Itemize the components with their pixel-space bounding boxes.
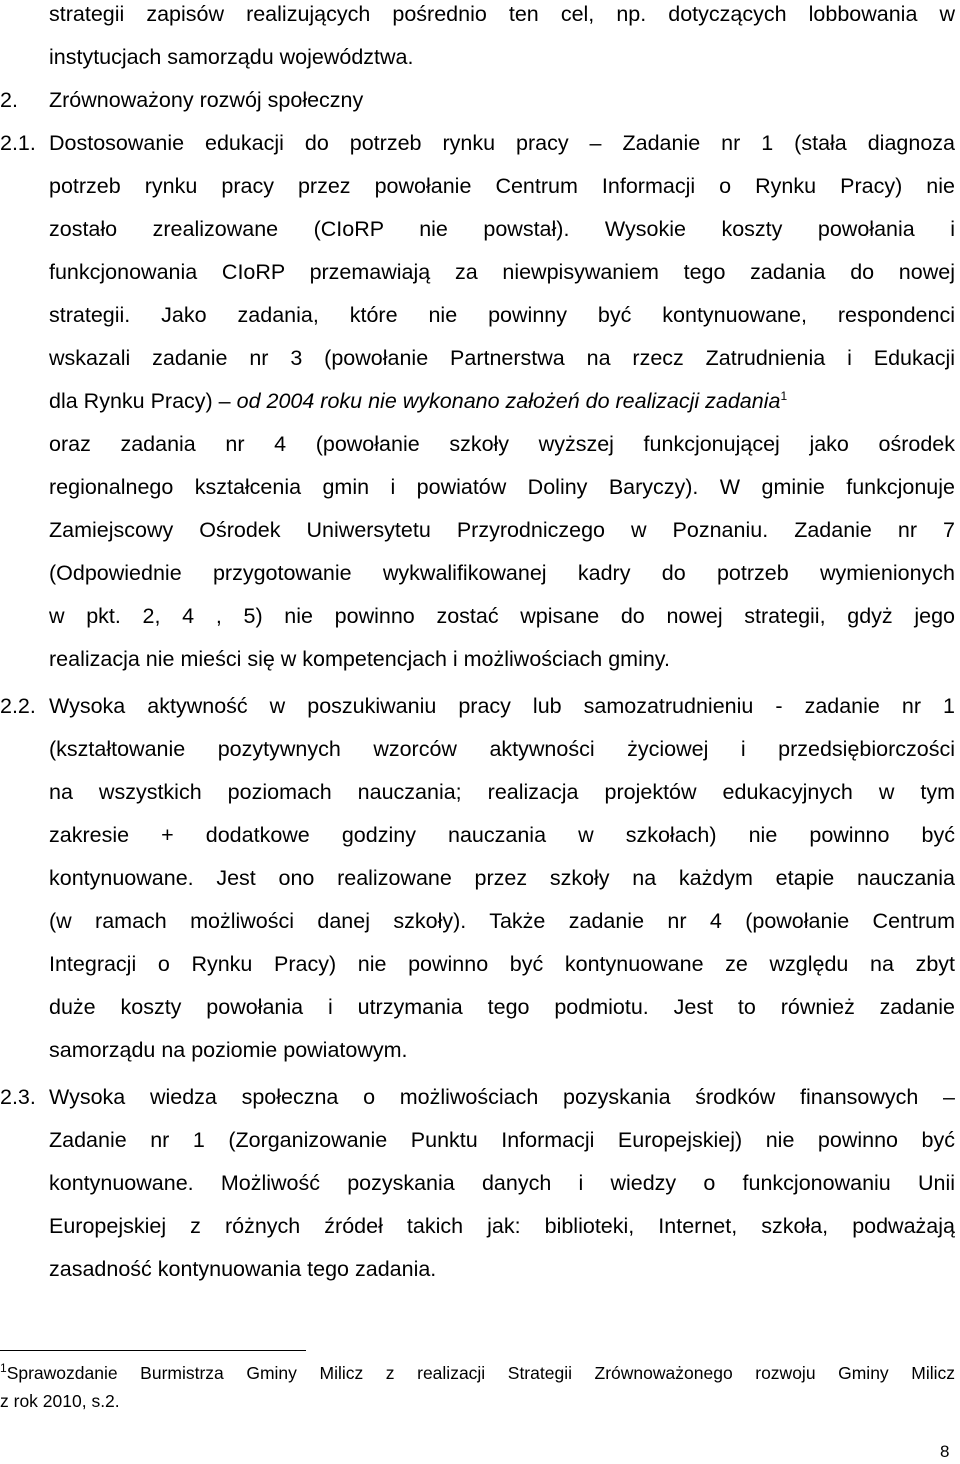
list-number: 2.3. xyxy=(0,1085,36,1109)
footnote-line xyxy=(0,1361,955,1385)
paragraph-line: Integracji o Rynku Pracy) nie powinno być kontynuowane ze względu na zbyt xyxy=(49,952,955,976)
page-number: 8 xyxy=(940,1442,950,1461)
paragraph-line: Zamiejscowy Ośrodek Uniwersytetu Przyrodniczego w Poznaniu. Zadanie nr 7 xyxy=(49,518,955,542)
footnote-line: z rok 2010, s.2. xyxy=(0,1391,120,1411)
footnote-separator xyxy=(0,1350,306,1351)
paragraph-line: potrzeb rynku pracy przez powołanie Centrum Informacji o Rynku Pracy) nie xyxy=(49,174,955,198)
list-number: 2.2. xyxy=(0,694,36,718)
paragraph-line: zasadność kontynuowania tego zadania. xyxy=(49,1257,437,1281)
paragraph-line: Wysoka aktywność w poszukiwaniu pracy lub samozatrudnieniu - zadanie nr 1 xyxy=(49,694,955,718)
paragraph-line: realizacja nie mieści się w kompetencjach i możliwościach gminy. xyxy=(49,647,670,671)
paragraph-line: na wszystkich poziomach nauczania; realizacja projektów edukacyjnych w tym xyxy=(49,780,955,804)
paragraph-line: w pkt. 2, 4 , 5) nie powinno zostać wpisane do nowej strategii, gdyż jego xyxy=(49,604,955,628)
section-heading: Zrównoważony rozwój społeczny xyxy=(49,88,364,112)
paragraph-line: funkcjonowania CIoRP przemawiają za niewpisywaniem tego zadania do nowej xyxy=(49,260,955,284)
footnote-marker: 1 xyxy=(0,1361,7,1376)
paragraph-line: oraz zadania nr 4 (powołanie szkoły wyższej funkcjonującej jako ośrodek xyxy=(49,432,955,456)
paragraph-line: zakresie + dodatkowe godziny nauczania w szkołach) nie powinno być xyxy=(49,823,955,847)
paragraph-line: kontynuowane. Jest ono realizowane przez szkoły na każdym etapie nauczania xyxy=(49,866,955,890)
paragraph-line: Wysoka wiedza społeczna o możliwościach pozyskania środków finansowych – xyxy=(49,1085,955,1109)
paragraph-line: (kształtowanie pozytywnych wzorców aktywności życiowej i przedsiębiorczości xyxy=(49,737,955,761)
paragraph-line: duże koszty powołania i utrzymania tego podmiotu. Jest to również zadanie xyxy=(49,995,955,1019)
body-line: instytucjach samorządu województwa. xyxy=(49,45,414,69)
paragraph-line: regionalnego kształcenia gmin i powiatów Doliny Baryczy). W gminie funkcjonuje xyxy=(49,475,955,499)
paragraph-line: zostało zrealizowane (CIoRP nie powstał). Wysokie koszty powołania i xyxy=(49,217,955,241)
footnote-reference[interactable]: 1 xyxy=(780,388,788,403)
list-number: 2.1. xyxy=(0,131,36,155)
paragraph-line: wskazali zadanie nr 3 (powołanie Partnerstwa na rzecz Zatrudnienia i Edukacji xyxy=(49,346,955,370)
paragraph-line: samorządu na poziomie powiatowym. xyxy=(49,1038,408,1062)
paragraph-line: Dostosowanie edukacji do potrzeb rynku pracy – Zadanie nr 1 (stała diagnoza xyxy=(49,131,955,155)
italic-text: od 2004 roku nie wykonano założeń do realizacji zadania xyxy=(236,389,781,413)
paragraph-line xyxy=(49,387,955,415)
body-line: strategii zapisów realizujących pośrednio ten cel, np. dotyczących lobbowania w xyxy=(49,2,955,26)
paragraph-line: kontynuowane. Możliwość pozyskania danych i wiedzy o funkcjonowaniu Unii xyxy=(49,1171,955,1195)
list-number: 2. xyxy=(0,88,18,112)
footnote-text: Sprawozdanie Burmistrza Gminy Milicz z realizacji Strategii Zrównoważonego rozwoju Gminy Milicz xyxy=(6,1363,955,1383)
paragraph-line: Europejskiej z różnych źródeł takich jak: biblioteki, Internet, szkoła, podważają xyxy=(49,1214,955,1238)
paragraph-line: Zadanie nr 1 (Zorganizowanie Punktu Informacji Europejskiej) nie powinno być xyxy=(49,1128,955,1152)
paragraph-line: (Odpowiednie przygotowanie wykwalifikowanej kadry do potrzeb wymienionych xyxy=(49,561,955,585)
paragraph-line: (w ramach możliwości danej szkoły). Także zadanie nr 4 (powołanie Centrum xyxy=(49,909,955,933)
paragraph-text: dla Rynku Pracy) – xyxy=(49,389,237,413)
paragraph-line: strategii. Jako zadania, które nie powinny być kontynuowane, respondenci xyxy=(49,303,955,327)
